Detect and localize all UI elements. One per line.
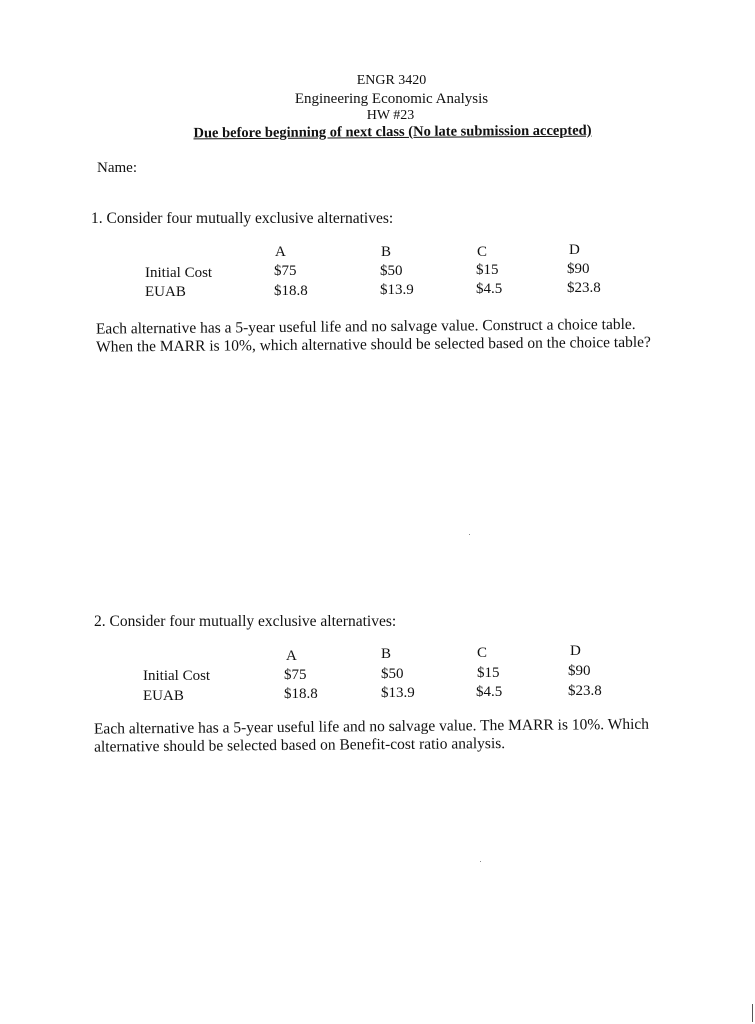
q2-column-header-d: D bbox=[570, 643, 581, 659]
question-2-title: 2. Consider four mutually exclusive alternatives: bbox=[94, 613, 397, 630]
q1-column-header-d: D bbox=[569, 242, 580, 258]
q2-cell-euab-d: $23.8 bbox=[568, 683, 602, 699]
q1-row-label-euab: EUAB bbox=[145, 284, 186, 300]
question-2-instructions-line-2: alternative should be selected based on Benefit-cost ratio analysis. bbox=[94, 735, 506, 756]
name-label: Name: bbox=[97, 160, 137, 176]
q1-cell-euab-b: $13.9 bbox=[380, 282, 414, 298]
q1-cell-initial-cost-c: $15 bbox=[476, 262, 499, 278]
q2-column-header-c: C bbox=[477, 645, 488, 661]
q2-row-label-initial-cost: Initial Cost bbox=[143, 668, 211, 684]
q1-cell-initial-cost-a: $75 bbox=[274, 263, 297, 279]
question-2-instructions bbox=[94, 715, 694, 756]
q1-column-header-c: C bbox=[477, 244, 488, 260]
homework-number: HW #23 bbox=[366, 108, 415, 123]
q1-column-header-a: A bbox=[275, 244, 286, 260]
question-1-instructions bbox=[96, 315, 696, 356]
q1-cell-initial-cost-d: $90 bbox=[567, 261, 590, 277]
q2-cell-initial-cost-c: $15 bbox=[477, 665, 500, 681]
course-code: ENGR 3420 bbox=[356, 73, 427, 88]
q2-column-header-a: A bbox=[286, 648, 297, 664]
q2-column-header-b: B bbox=[381, 646, 392, 662]
q2-cell-euab-a: $18.8 bbox=[284, 686, 318, 702]
q1-column-header-b: B bbox=[381, 244, 392, 260]
question-1-instructions-line-1: Each alternative has a 5-year useful life and no salvage value. Construct a choice table. bbox=[95, 315, 636, 338]
scan-edge-mark bbox=[752, 1004, 753, 1022]
q2-cell-euab-c: $4.5 bbox=[476, 684, 503, 700]
q2-row-label-euab: EUAB bbox=[143, 688, 184, 704]
q2-cell-initial-cost-b: $50 bbox=[381, 666, 404, 682]
scan-speck bbox=[480, 861, 481, 862]
scan-speck bbox=[469, 534, 470, 535]
question-1-instructions-line-2: When the MARR is 10%, which alternative should be selected based on the choice table? bbox=[96, 333, 651, 356]
q1-cell-euab-c: $4.5 bbox=[476, 281, 503, 297]
due-notice: Due before beginning of next class (No late submission accepted) bbox=[193, 122, 592, 142]
q1-cell-euab-d: $23.8 bbox=[567, 280, 601, 296]
q1-row-label-initial-cost: Initial Cost bbox=[145, 265, 213, 281]
q2-cell-initial-cost-a: $75 bbox=[284, 667, 307, 683]
question-1-title: 1. Consider four mutually exclusive alternatives: bbox=[91, 210, 394, 227]
course-title: Engineering Economic Analysis bbox=[294, 91, 489, 107]
q1-cell-initial-cost-b: $50 bbox=[380, 263, 403, 279]
q2-cell-euab-b: $13.9 bbox=[381, 685, 415, 701]
question-2-instructions-line-1: Each alternative has a 5-year useful life and no salvage value. The MARR is 10%. Which bbox=[93, 715, 650, 738]
q1-cell-euab-a: $18.8 bbox=[274, 283, 308, 299]
q2-cell-initial-cost-d: $90 bbox=[568, 663, 591, 679]
